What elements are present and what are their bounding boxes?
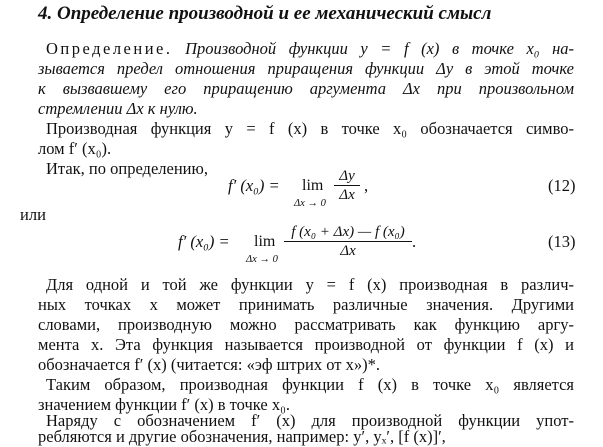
notation-line-2: лом f′ (x₀). (38, 139, 112, 158)
eq13-numerator: f (x₀ + Δx) — f (x₀) (291, 224, 405, 240)
eq13-fraction (284, 224, 412, 259)
para2-line-1: Для одной и той же функции y = f (x) производная в различ- (46, 275, 574, 294)
definition-line-4: стремлении Δx к нулю. (38, 99, 198, 118)
section-heading: 4. Определение производной и ее механический смысл (38, 3, 492, 24)
eq12-lim-under: Δx → 0 (294, 198, 326, 209)
definition-line-1 (46, 39, 574, 59)
notation-line-1: Производная функция y = f (x) в точке x₀ обозначается симво- (46, 119, 574, 138)
eq13-denominator: Δx (340, 243, 356, 259)
definition-line-2: зывается предел отношения приращения функции Δy в этой точке (38, 59, 574, 78)
eq13-fraction-bar (284, 241, 412, 242)
definition-line-3: к вызвавшему его приращению аргумента Δx при произвольном (38, 79, 574, 98)
eq12-denominator: Δx (339, 187, 355, 203)
eq12-number: (12) (548, 176, 576, 195)
para3-line-1: Таким образом, производная функции f (x) в точке x₀ является (46, 375, 574, 394)
eq13-lim: lim (254, 233, 276, 250)
eq13-lhs: f′ (x₀) = (178, 232, 230, 251)
eq13-number: (13) (548, 232, 576, 251)
para4-line-1: Наряду с обозначением f′ (x) для производной функции упот- (46, 411, 574, 430)
para2-line-3: словами, производную можно рассматривать как функцию аргу- (38, 315, 574, 334)
eq12-fraction (334, 168, 360, 203)
notation-line-3: Итак, по определению, (46, 159, 208, 178)
definition-lead: Определение. (46, 39, 173, 58)
eq12-lhs: f′ (x₀) = (228, 176, 280, 195)
para3-line-2: значением функции f′ (x) в точке x₀. (38, 395, 290, 414)
eq13-lim-under: Δx → 0 (246, 254, 278, 265)
eq12-lim: lim (302, 177, 324, 194)
or-word: или (20, 205, 46, 224)
eq12-numerator: Δy (339, 168, 355, 184)
eq12-fraction-bar (334, 185, 360, 186)
eq13-tail: . (412, 232, 417, 251)
definition-text-1: Производной функции y = f (x) в точке x₀ на- (185, 39, 575, 58)
para2-line-5: обозначается f′ (x) (читается: «эф штрих от x»)*. (38, 355, 380, 374)
eq12-tail: , (364, 176, 369, 195)
para2-line-2: ных точках x может принимать различные значения. Другими (38, 295, 574, 314)
para4-line-2: ребляются и другие обозначения, например: y′, yₓ′, [f (x)]′, (38, 427, 446, 446)
para2-line-4: мента x. Эта функция называется производной от функции f (x) и (38, 335, 574, 354)
